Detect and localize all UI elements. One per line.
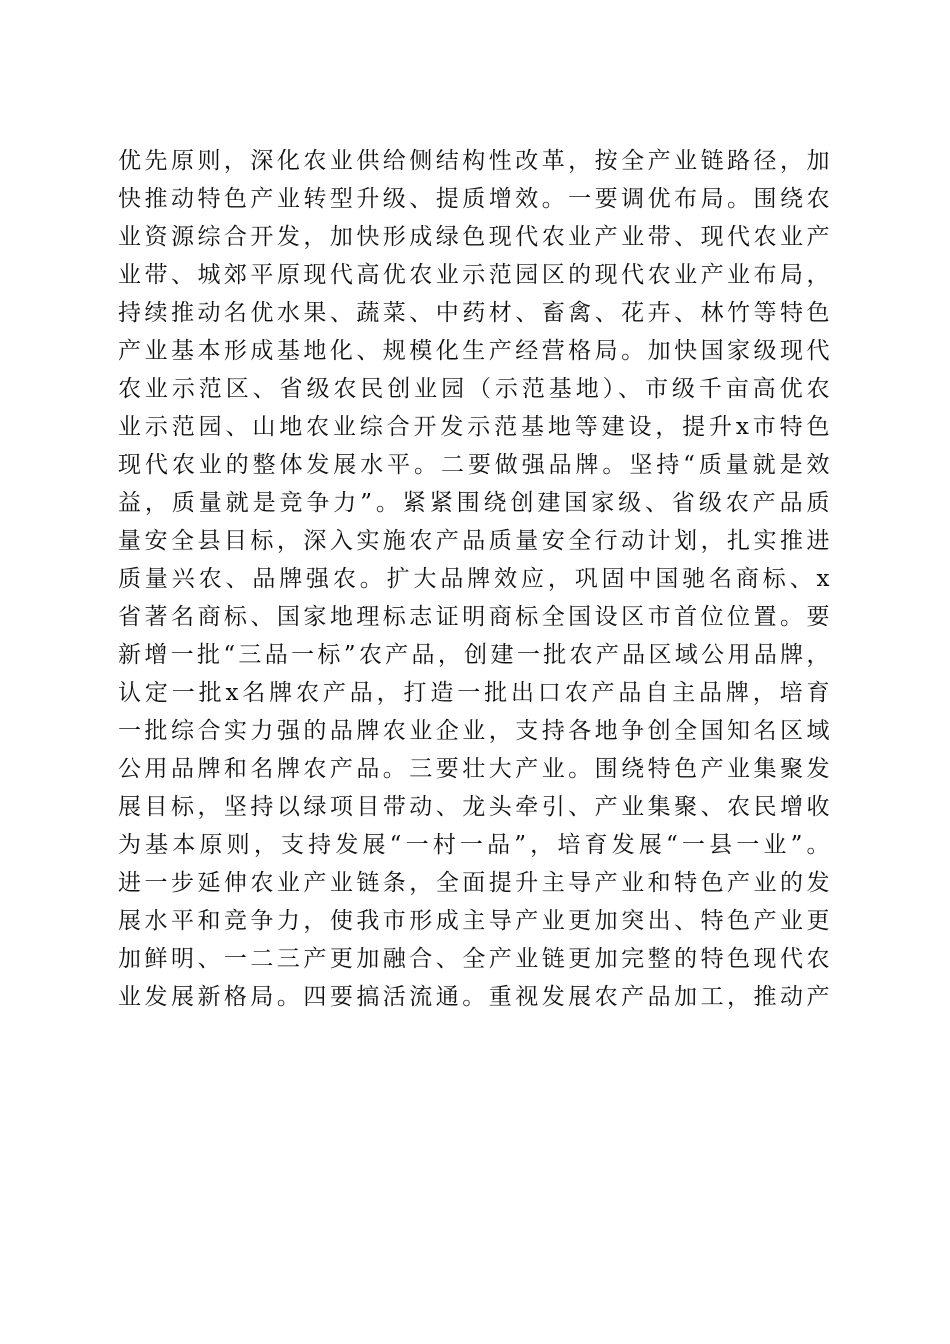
text-line: 优先原则，深化农业供给侧结构性改革，按全产业链路径，加 (118, 148, 830, 174)
text-line: 为基本原则，支持发展“一村一品”，培育发展“一县一业”。 (118, 832, 830, 858)
text-line: 业发展新格局。四要搞活流通。重视发展农产品加工，推动产 (118, 984, 830, 1010)
text-line: 认定一批x名牌农产品，打造一批出口农产品自主品牌，培育 (118, 680, 830, 706)
text-line: 量安全县目标，深入实施农产品质量安全行动计划，扎实推进 (118, 528, 830, 554)
text-line: 业资源综合开发，加快形成绿色现代农业产业带、现代农业产 (118, 224, 830, 250)
text-line: 快推动特色产业转型升级、提质增效。一要调优布局。围绕农 (118, 186, 830, 212)
text-line: 展目标，坚持以绿项目带动、龙头牵引、产业集聚、农民增收 (118, 794, 830, 820)
text-line: 现代农业的整体发展水平。二要做强品牌。坚持“质量就是效 (118, 452, 830, 478)
text-line: 产业基本形成基地化、规模化生产经营格局。加快国家级现代 (118, 338, 830, 364)
text-line: 公用品牌和名牌农产品。三要壮大产业。围绕特色产业集聚发 (118, 756, 830, 782)
body-paragraph (118, 142, 830, 1016)
text-line: 持续推动名优水果、蔬菜、中药材、畜禽、花卉、林竹等特色 (118, 300, 830, 326)
text-line: 省著名商标、国家地理标志证明商标全国设区市首位位置。要 (118, 604, 830, 630)
text-line: 一批综合实力强的品牌农业企业，支持各地争创全国知名区域 (118, 718, 830, 744)
text-line: 进一步延伸农业产业链条，全面提升主导产业和特色产业的发 (118, 870, 830, 896)
text-line: 新增一批“三品一标”农产品，创建一批农产品区域公用品牌， (118, 642, 830, 668)
text-line: 业带、城郊平原现代高优农业示范园区的现代农业产业布局， (118, 262, 830, 288)
text-line: 益，质量就是竞争力”。紧紧围绕创建国家级、省级农产品质 (118, 490, 830, 516)
text-line: 展水平和竞争力，使我市形成主导产业更加突出、特色产业更 (118, 908, 830, 934)
text-line: 业示范园、山地农业综合开发示范基地等建设，提升x市特色 (118, 414, 830, 440)
text-line: 农业示范区、省级农民创业园（示范基地）、市级千亩高优农 (118, 376, 830, 402)
text-line: 质量兴农、品牌强农。扩大品牌效应，巩固中国驰名商标、x (118, 566, 830, 592)
text-line: 加鲜明、一二三产更加融合、全产业链更加完整的特色现代农 (118, 946, 830, 972)
